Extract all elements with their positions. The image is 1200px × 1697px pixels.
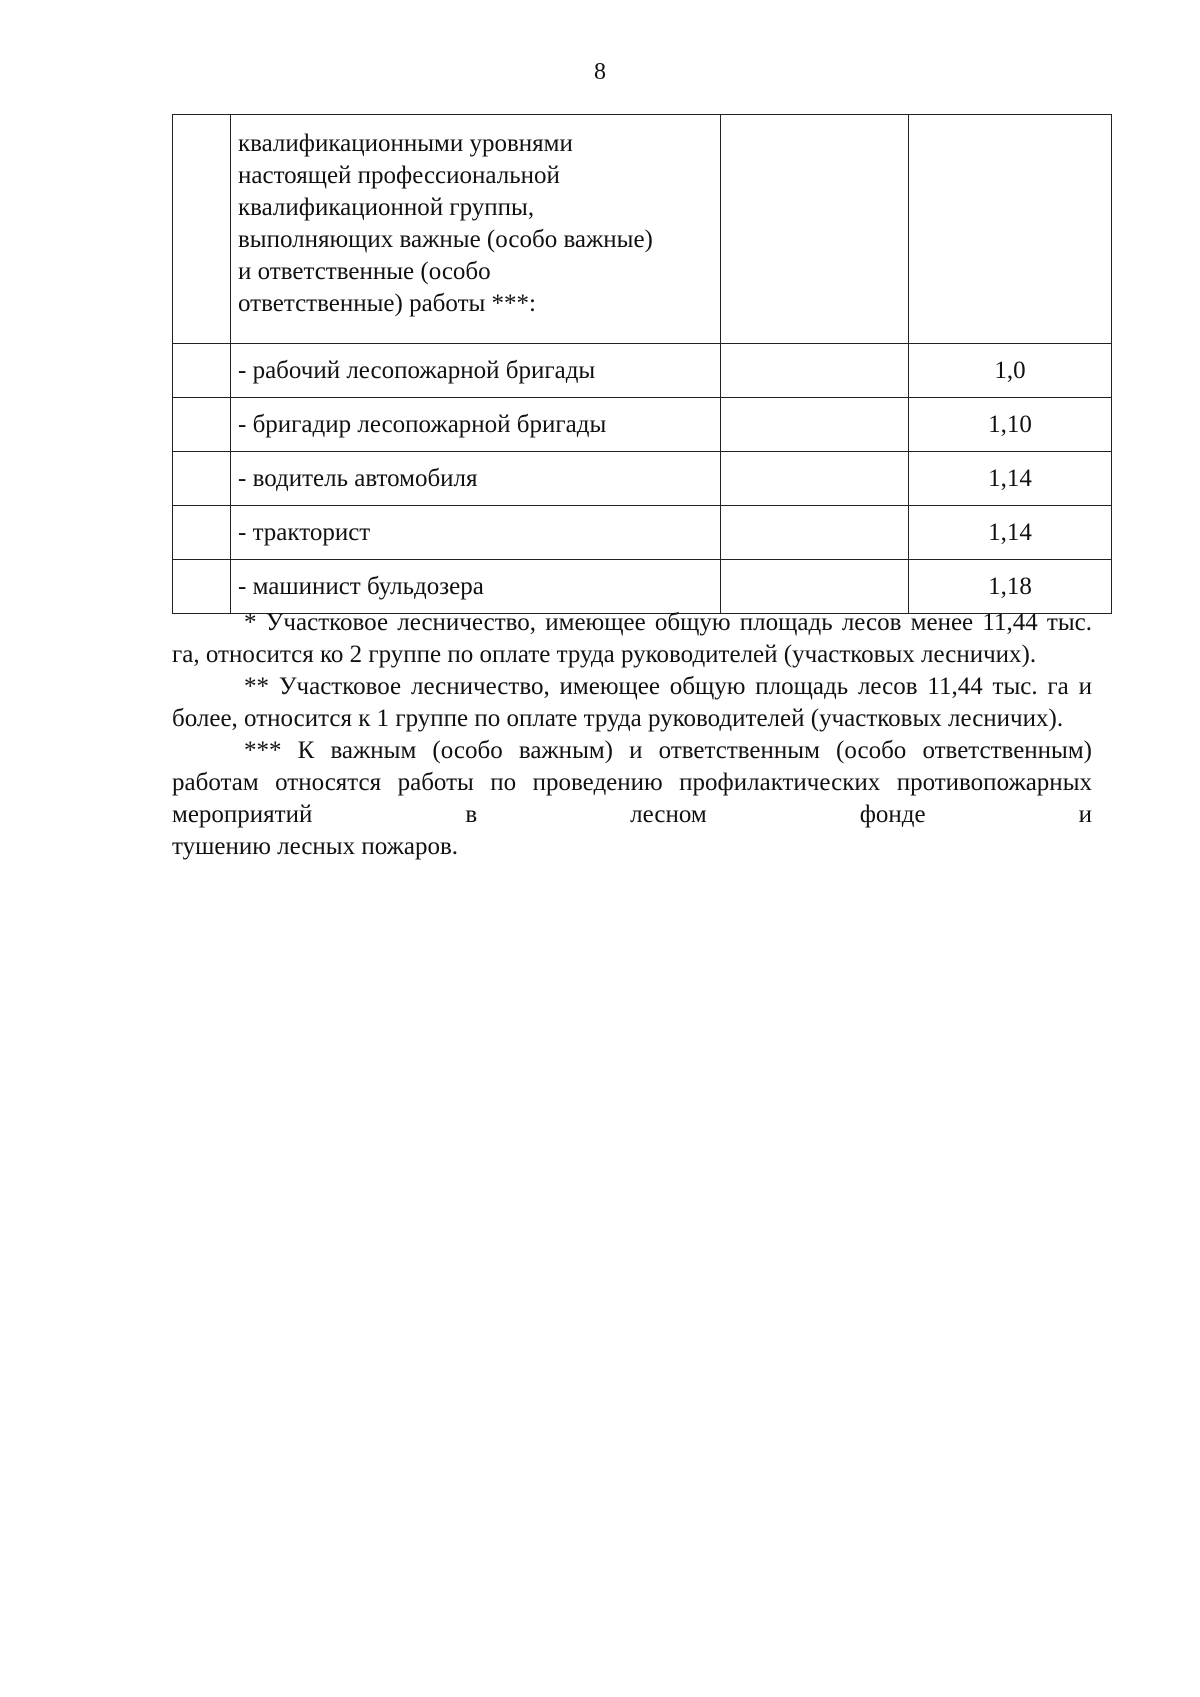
- description-line: квалификационной группы,: [238, 194, 535, 221]
- footnote-2: ** Участковое лесничество, имеющее общую площадь лесов 11,44 тыс. га и более, относится к 1 группе по оплате труда руководителей (участковых лесничих).: [172, 673, 1092, 732]
- table-cell-index: [173, 560, 231, 614]
- table-cell-empty: [721, 452, 909, 506]
- description-line: настоящей профессиональной: [238, 162, 560, 189]
- table-cell-coefficient: 1,18: [909, 560, 1112, 614]
- description-line: ответственные) работы ***:: [238, 290, 536, 317]
- table-row: [173, 398, 1112, 452]
- table-cell-position: - водитель автомобиля: [231, 452, 721, 506]
- table-cell-position: - машинист бульдозера: [231, 560, 721, 614]
- table-cell-empty: [909, 115, 1112, 344]
- table-cell-coefficient: 1,0: [909, 344, 1112, 398]
- table-row-header-continuation: [173, 115, 1112, 344]
- table-cell-index: [173, 452, 231, 506]
- table-cell-description: [231, 115, 721, 344]
- table-cell-position: - тракторист: [231, 506, 721, 560]
- table-cell-index: [173, 398, 231, 452]
- table-row: [173, 506, 1112, 560]
- table-cell-empty: [721, 115, 909, 344]
- table-row: [173, 344, 1112, 398]
- table-cell-index: [173, 506, 231, 560]
- table-row: [173, 560, 1112, 614]
- table-cell-coefficient: 1,10: [909, 398, 1112, 452]
- footnote-3-end: тушению лесных пожаров.: [172, 833, 459, 860]
- table-cell-index: [173, 115, 231, 344]
- footnotes: [172, 607, 1092, 863]
- table-cell-empty: [721, 344, 909, 398]
- table-cell-coefficient: 1,14: [909, 506, 1112, 560]
- table-cell-empty: [721, 560, 909, 614]
- table-cell-position: - рабочий лесопожарной бригады: [231, 344, 721, 398]
- description-line: и ответственные (особо: [238, 258, 491, 285]
- table-cell-empty: [721, 398, 909, 452]
- table-cell-empty: [721, 506, 909, 560]
- table-cell-index: [173, 344, 231, 398]
- description-line: квалификационными уровнями: [238, 130, 573, 157]
- description-line: выполняющих важные (особо важные): [238, 226, 653, 253]
- footnote-1: * Участковое лесничество, имеющее общую площадь лесов менее 11,44 тыс. га, относится ко 2 группе по оплате труда руководителей (участковых лесничих).: [172, 609, 1092, 668]
- page-number: 8: [594, 59, 606, 85]
- table-cell-position: - бригадир лесопожарной бригады: [231, 398, 721, 452]
- coefficients-table: [172, 114, 1112, 614]
- table-row: [173, 452, 1112, 506]
- table-cell-coefficient: 1,14: [909, 452, 1112, 506]
- footnote-3: *** К важным (особо важным) и ответственным (особо ответственным) работам относятся работы по проведению профилактических противопожарных мероприятий в лесном фонде и: [172, 737, 1092, 828]
